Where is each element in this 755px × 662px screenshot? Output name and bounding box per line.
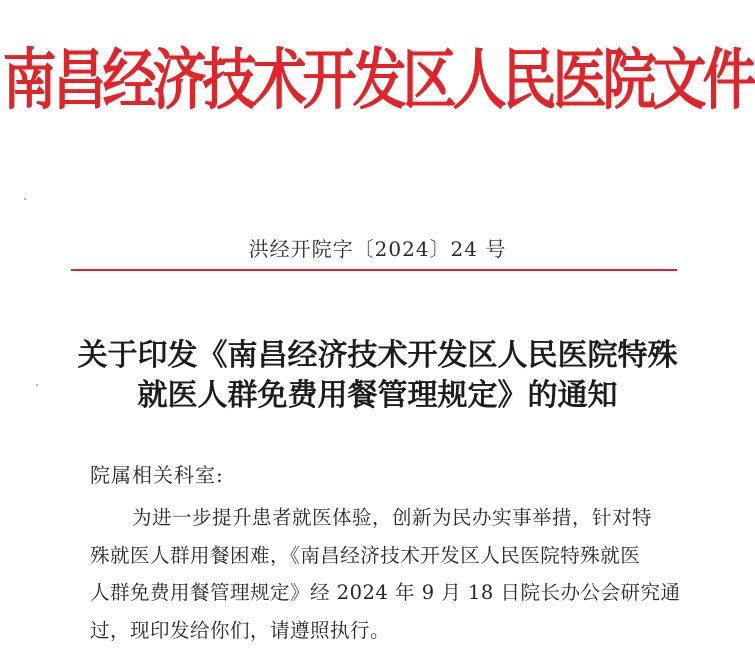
body-line: 人群免费用餐管理规定》经 2024 年 9 月 18 日院长办公会研究通 (90, 581, 681, 604)
scan-speck (24, 198, 26, 200)
notice-title (0, 336, 755, 416)
body-line: 过，现印发给你们，请遵照执行。 (90, 618, 391, 642)
org-document-header: 南昌经济技术开发区人民医院文件 (2, 41, 753, 119)
salutation: 院属相关科室: (90, 463, 224, 487)
body-paragraph (90, 499, 704, 649)
body-line: 殊就医人群用餐困难，《南昌经济技术开发区人民医院特殊就医 (90, 543, 641, 567)
notice-title-line-1: 关于印发《南昌经济技术开发区人民医院特殊 (77, 338, 678, 373)
notice-title-line-2: 就医人群免费用餐管理规定》的通知 (137, 378, 618, 413)
red-divider-line (71, 269, 677, 271)
body-line: 为进一步提升患者就医体验，创新为民办实事举措，针对特 (132, 506, 653, 529)
document-number: 洪经开院字〔2024〕24 号 (248, 237, 507, 261)
scan-speck (36, 384, 38, 386)
